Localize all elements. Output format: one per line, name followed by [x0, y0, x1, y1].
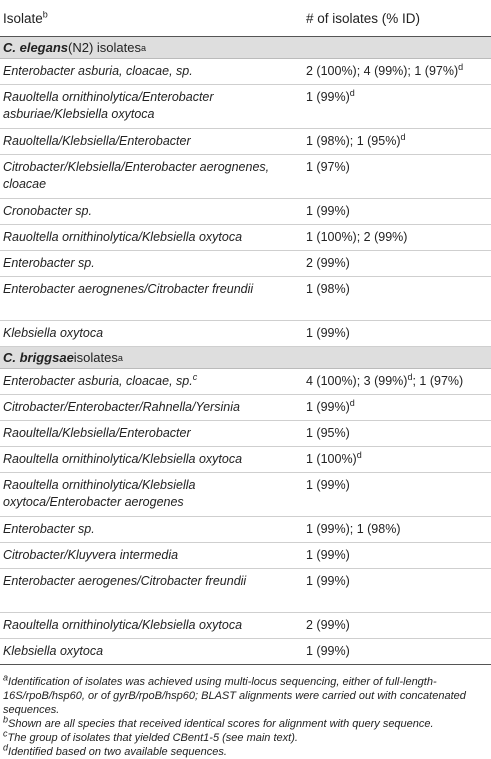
isolate-cell: [0, 281, 300, 298]
isolate-cell: [0, 229, 300, 246]
section-title-rest: isolates: [73, 350, 118, 365]
table-row: [0, 447, 491, 473]
count-value: 1 (97%): [306, 160, 350, 174]
isolate-cell: [0, 159, 300, 193]
count-cell: [300, 255, 491, 272]
isolate-sup: c: [192, 371, 198, 382]
table-row: [0, 59, 491, 85]
count-value: 1 (100%); 2 (99%): [306, 230, 408, 244]
isolate-name: Enterobacter asburia, cloacae, sp.: [3, 64, 193, 78]
footnote: [3, 728, 488, 745]
footnote-mark: d: [3, 742, 9, 753]
section-title-italic: C. briggsae: [3, 350, 74, 365]
table-row: [0, 395, 491, 421]
footnote-mark: a: [3, 672, 9, 683]
footnotes: [0, 665, 491, 759]
count-value: 1 (99%); 1 (98%): [306, 522, 401, 536]
footnote-text: Shown are all species that received identical scores for alignment with query sequence.: [8, 718, 434, 730]
count-sup: d: [349, 397, 355, 408]
table-row: [0, 543, 491, 569]
count-value: 1 (99%): [306, 326, 350, 340]
footnote-mark: c: [3, 728, 8, 739]
footnote: [3, 672, 488, 717]
count-cell: [300, 573, 491, 590]
footnote: [3, 714, 488, 731]
table-row: [0, 517, 491, 543]
count-cell: [300, 547, 491, 564]
isolate-name: Enterobacter sp.: [3, 522, 95, 536]
count-cell: [300, 425, 491, 442]
table-row: [0, 129, 491, 155]
count-tail: ; 1 (97%): [412, 374, 464, 388]
header-isolate: [0, 11, 300, 26]
section-header: C. elegans (N2) isolates a: [0, 37, 491, 59]
count-cell: [300, 373, 491, 390]
isolate-cell: [0, 547, 300, 564]
count-value: 1 (99%): [306, 400, 350, 414]
isolate-cell: [0, 255, 300, 272]
table-row: [0, 613, 491, 639]
isolate-name: Raoultella ornithinolytica/Klebsiella oxytoca: [3, 618, 243, 632]
footnote-text: The group of isolates that yielded CBent1-5 (see main text).: [7, 732, 298, 744]
table-row: [0, 369, 491, 395]
footnote-text: Identification of isolates was achieved using multi-locus sequencing, either of full-length-16S/rpoB/hsp60, or of gyrB/rpoB/hsp60; BLAST alignments were carried out with concatenated sequences.: [3, 676, 466, 716]
count-value: 1 (99%): [306, 574, 350, 588]
count-cell: [300, 159, 491, 176]
header-isolate-sup: b: [42, 9, 48, 19]
count-value: 1 (99%): [306, 90, 350, 104]
isolate-cell: [0, 373, 300, 390]
count-cell: [300, 63, 491, 80]
count-value: 1 (99%): [306, 478, 350, 492]
count-cell: [300, 89, 491, 106]
count-cell: [300, 229, 491, 246]
count-value: 1 (95%): [306, 426, 350, 440]
isolate-name: Enterobacter sp.: [3, 256, 95, 270]
table-row: [0, 421, 491, 447]
isolate-cell: [0, 399, 300, 416]
table-row: [0, 277, 491, 321]
count-value: 2 (99%): [306, 256, 350, 270]
count-sup: d: [458, 61, 464, 72]
count-value: 1 (99%): [306, 548, 350, 562]
isolate-name: Rauoltella ornithinolytica/Enterobacter asburiae/Klebsiella oxytoca: [3, 90, 214, 121]
count-cell: [300, 477, 491, 494]
isolate-name: Cronobacter sp.: [3, 204, 92, 218]
table-row: [0, 473, 491, 517]
isolate-name: Citrobacter/Kluyvera intermedia: [3, 548, 179, 562]
footnote-mark: b: [3, 714, 9, 725]
isolate-cell: [0, 521, 300, 538]
section-title-rest: (N2) isolates: [68, 40, 141, 55]
count-sup: d: [349, 87, 355, 98]
isolate-name: Enterobacter aerognenes/Citrobacter freundii: [3, 282, 254, 296]
count-value: 2 (99%): [306, 618, 350, 632]
table-row: [0, 225, 491, 251]
header-count: # of isolates (% ID): [306, 10, 421, 26]
isolate-cell: [0, 89, 300, 123]
count-value: 1 (98%): [306, 282, 350, 296]
isolate-cell: [0, 325, 300, 342]
isolate-name: Citrobacter/Klebsiella/Enterobacter aerognenes, cloacae: [3, 160, 270, 191]
count-cell: [300, 643, 491, 660]
count-value: 1 (98%); 1 (95%): [306, 134, 401, 148]
count-sup: d: [400, 131, 406, 142]
count-value: 1 (99%): [306, 644, 350, 658]
table-row: [0, 639, 491, 665]
section-header: C. briggsae isolates a: [0, 347, 491, 369]
isolate-name: Raoultella ornithinolytica/Klebsiella oxytoca/Enterobacter aerogenes: [3, 478, 196, 509]
isolate-name: Rauoltella/Klebsiella/Enterobacter: [3, 134, 191, 148]
isolate-cell: [0, 133, 300, 150]
table-row: [0, 251, 491, 277]
header-isolate-label: Isolate: [3, 10, 43, 26]
isolate-name: Raoultella ornithinolytica/Klebsiella oxytoca: [3, 452, 243, 466]
isolate-cell: [0, 63, 300, 80]
count-cell: [300, 281, 491, 298]
isolate-name: Klebsiella oxytoca: [3, 644, 104, 658]
count-cell: [300, 451, 491, 468]
isolate-name: Enterobacter aerogenes/Citrobacter freundii: [3, 574, 247, 588]
footnote-text: Identified based on two available sequences.: [8, 746, 227, 758]
table-body: [0, 37, 491, 665]
isolate-cell: [0, 203, 300, 220]
section-title-italic: C. elegans: [3, 40, 69, 55]
count-sup: d: [407, 371, 413, 382]
isolate-name: Klebsiella oxytoca: [3, 326, 104, 340]
table-row: [0, 569, 491, 613]
count-cell: [300, 325, 491, 342]
table-row: [0, 199, 491, 225]
isolate-cell: [0, 477, 300, 511]
isolate-name: Citrobacter/Enterobacter/Rahnella/Yersinia: [3, 400, 240, 414]
table-row: [0, 155, 491, 199]
isolate-cell: [0, 451, 300, 468]
isolate-cell: [0, 617, 300, 634]
isolate-cell: [0, 573, 300, 590]
count-sup: d: [356, 449, 362, 460]
isolate-name: Rauoltella ornithinolytica/Klebsiella oxytoca: [3, 230, 243, 244]
footnote: [3, 742, 488, 759]
table-header: [0, 0, 491, 37]
count-value: 4 (100%); 3 (99%): [306, 374, 408, 388]
isolate-name: Enterobacter asburia, cloacae, sp.: [3, 374, 193, 388]
count-value: 1 (100%): [306, 452, 357, 466]
count-cell: [300, 521, 491, 538]
isolate-cell: [0, 425, 300, 442]
count-value: 1 (99%): [306, 204, 350, 218]
count-cell: [300, 203, 491, 220]
count-value: 2 (100%); 4 (99%); 1 (97%): [306, 64, 459, 78]
count-cell: [300, 133, 491, 150]
count-cell: [300, 399, 491, 416]
table-row: [0, 321, 491, 347]
count-cell: [300, 617, 491, 634]
isolate-cell: [0, 643, 300, 660]
table-row: [0, 85, 491, 129]
isolate-name: Raoultella/Klebsiella/Enterobacter: [3, 426, 191, 440]
